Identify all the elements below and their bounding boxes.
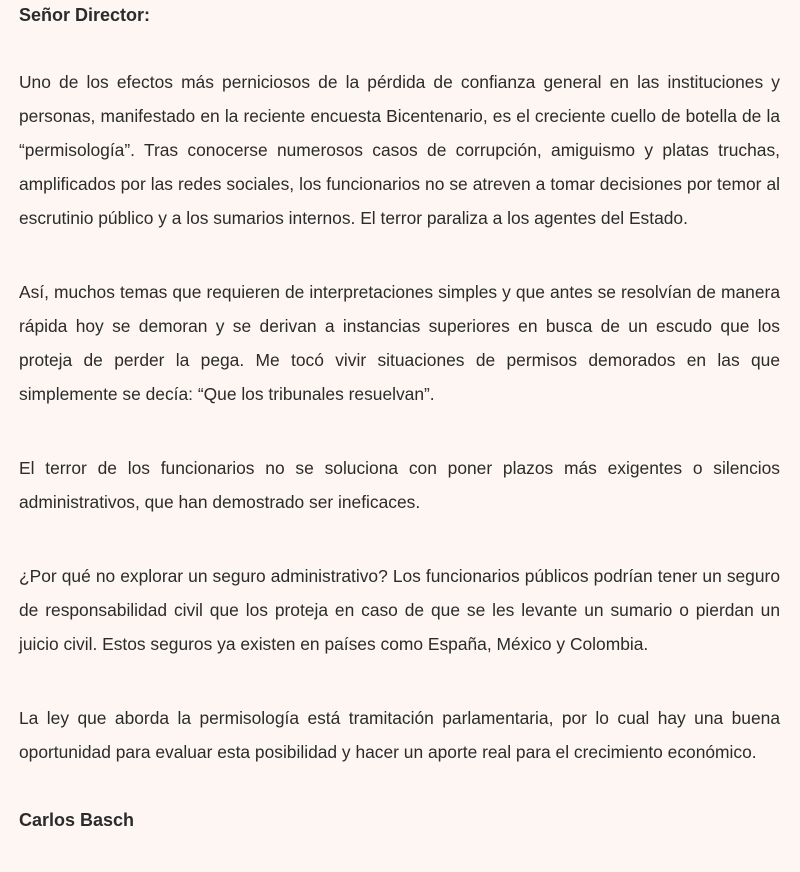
salutation: Señor Director: <box>19 5 151 25</box>
paragraph-4: ¿Por qué no explorar un seguro administrativo? Los funcionarios públicos podrían tener un seguro de responsabilidad civil que los proteja en caso de que se les levante un sumario o pierdan un juicio civil. Estos seguros ya existen en países como España, México y Colombia. <box>19 566 780 654</box>
letter <box>0 4 800 831</box>
signature: Carlos Basch <box>19 810 135 830</box>
paragraph-2: Así, muchos temas que requieren de interpretaciones simples y que antes se resolvían de manera rápida hoy se demoran y se derivan a instancias superiores en busca de un escudo que los proteja de perder la pega. Me tocó vivir situaciones de permisos demorados en las que simplemente se decía: “Que los tribunales resuelvan”. <box>19 282 780 404</box>
paragraph-3: El terror de los funcionarios no se soluciona con poner plazos más exigentes o silencios administrativos, que han demostrado ser ineficaces. <box>19 458 780 512</box>
paragraph-5: La ley que aborda la permisología está tramitación parlamentaria, por lo cual hay una buena oportunidad para evaluar esta posibilidad y hacer un aporte real para el crecimiento económico. <box>19 708 780 762</box>
paragraph-1: Uno de los efectos más perniciosos de la pérdida de confianza general en las instituciones y personas, manifestado en la reciente encuesta Bicentenario, es el creciente cuello de botella de la “permisología”. Tras conocerse numerosos casos de corrupción, amiguismo y platas truchas, amplificados por las redes sociales, los funcionarios no se atreven a tomar decisiones por temor al escrutinio público y a los sumarios internos. El terror paraliza a los agentes del Estado. <box>19 72 780 228</box>
